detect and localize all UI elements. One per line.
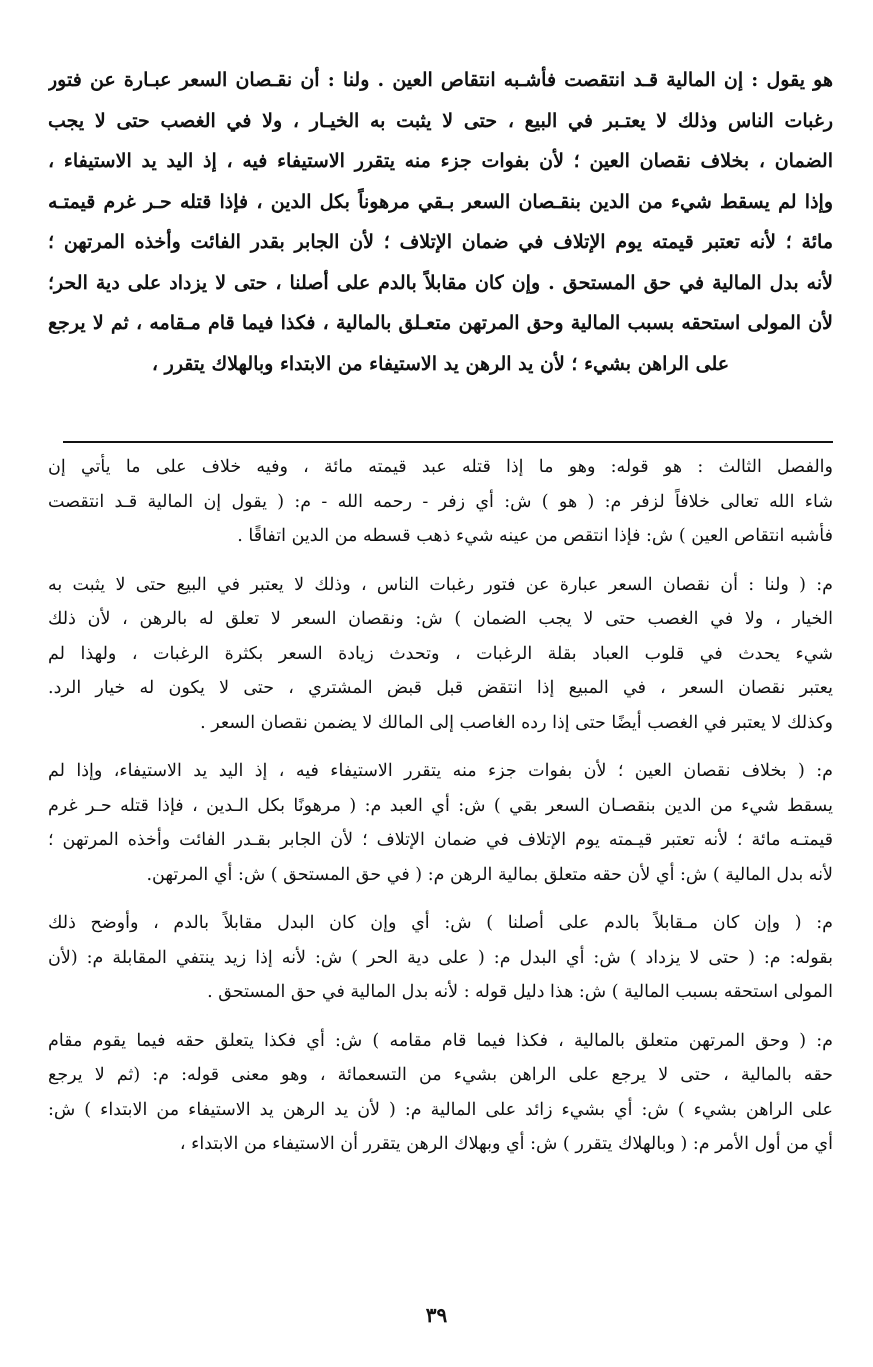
commentary-line: فأشبه انتقاص العين ) ش: فإذا انتقص من عينه شيء ذهب قسطه من الدين اتفاقًا . (237, 526, 833, 546)
main-text-line: على الراهن بشيء ؛ لأن يد الرهن يد الاستيفاء من الابتداء وبالهلاك يتقرر ، (151, 352, 730, 375)
commentary-paragraph (48, 754, 833, 892)
main-text-line: لأن المولى استحقه بسبب المالية وحق المرتهن متعـلق بالمالية ، فكذا فيما قام مـقامه ، ثم لا يرجع (48, 312, 833, 334)
page (48, 60, 833, 1154)
commentary-line: لأنه بدل المالية ) ش: أي لأن حقه متعلق بمالية الرهن م: ( في حق المستحق ) ش: أي المرتهن. (146, 864, 833, 885)
commentary-line: أي من أول الأمر م: ( وبالهلاك يتقرر ) ش: أي وبهلاك الرهن يتقرر أن الاستيفاء من الابتداء ، (179, 1134, 833, 1154)
main-text-line: رغبات الناس وذلك لا يعتـبر في البيع ، حتى لا يثبت به الخيـار ، ولا في الغصب حتى لا يجب (48, 109, 833, 132)
main-text (48, 60, 833, 384)
main-text-line: مائة ؛ لأنه تعتبر قيمته يوم الإتلاف في ضمان الإتلاف ؛ لأن الجابر بقدر الفائت وأخذه المرتهن ؛ (48, 231, 833, 253)
main-text-line: الضمان ، بخلاف نقصان العين ؛ لأن بفوات جزء منه يتقرر الاستيفاء فيه ، إذ اليد يد الاستيفاء ، (48, 150, 833, 172)
commentary-line: يسقط شيء من الدين بنقصـان السعر بقي ) ش: أي العبد م: ( مرهونًا بكل الـدين ، فإذا قتله حـر غرم (48, 795, 833, 816)
commentary-line: الخيار ، ولا في الغصب حتى لا يجب الضمان ) ش: ونقصان السعر لا تعلق له بالرهن ، لأن ذلك (48, 609, 833, 629)
commentary-line: بقوله: م: ( حتى لا يزداد ) ش: أي البدل م: ( على دية الحر ) ش: لأنه إذا زيد ينتفي المقابلة م: (لأن (48, 947, 833, 968)
main-text-line: لأنه بدل المالية في حق المستحق . وإن كان مقابلاً بالدم على أصلنا ، حتى لا يزداد على دية الحر؛ (48, 271, 833, 294)
commentary-line: المولى استحقه بسبب المالية ) ش: هذا دليل قوله : لأنه بدل المالية في حق المستحق . (207, 982, 833, 1002)
commentary (48, 450, 833, 1176)
commentary-line: يعتبر نقصان السعر ، في المبيع إذا انتقض قبل قبض المشتري ، حتى لا يكون له خيار الرد. (48, 678, 833, 698)
commentary-line: والفصل الثالث : هو قوله: وهو ما إذا قتله عبد قيمته مائة ، وفيه خلاف على ما يأتي إن (48, 457, 833, 477)
page-number: ٣٩ (425, 1303, 448, 1327)
footnote-divider (63, 441, 833, 443)
commentary-line: م: ( وإن كان مـقابلاً بالدم على أصلنا ) ش: أي وإن كان البدل مقابلاً بالدم ، وأوضح ذلك (48, 913, 833, 933)
commentary-line: وكذلك لا يعتبر في الغصب أيضًا حتى إذا رده الغاصب إلى المالك لا يضمن نقصان السعر . (200, 712, 833, 733)
commentary-line: م: ( وحق المرتهن متعلق بالمالية ، فكذا فيما قام مقامه ) ش: أي فكذا يتعلق حقه فيما يقوم مقام (48, 1030, 833, 1051)
main-text-line: وإذا لم يسقط شيء من الدين بنقـصان السعر بـقي مرهوناً بكل الدين ، فإذا قتله حـر غرم قيمتـه (48, 190, 833, 213)
commentary-line: شاء الله تعالى خلافاً لزفر م: ( هو ) ش: أي زفر - رحمه الله - م: ( يقول إن المالية قـد انتقصت (48, 491, 833, 512)
commentary-paragraph (48, 906, 833, 1010)
commentary-line: م: ( ولنا : أن نقصان السعر عبارة عن فتور رغبات الناس ، وذلك لا يعتبر في البيع حتى لا يثبت به (48, 574, 833, 595)
main-text-line: هو يقول : إن المالية قـد انتقصت فأشـبه انتقاص العين . ولنا : أن نقـصان السعر عبـارة عن فتور (48, 69, 833, 91)
commentary-paragraph (48, 450, 833, 554)
commentary-paragraph (48, 1024, 833, 1162)
commentary-line: حقه بالمالية ، حتى لا يرجع على الراهن بشيء من التسعمائة ، وهو معنى قوله: م: (ثم لا يرجع (48, 1065, 833, 1085)
commentary-paragraph (48, 568, 833, 741)
commentary-line: م: ( بخلاف نقصان العين ؛ لأن بفوات جزء منه يتقرر الاستيفاء فيه ، إذ اليد يد الاستيفاء، وإذا لم (48, 761, 833, 781)
commentary-line: على الراهن بشيء ) ش: أي بشيء زائد على المالية م: ( لأن يد الرهن يد الاستيفاء من الابتداء ) ش: (48, 1099, 833, 1120)
commentary-line: قيمتـه مائة ؛ لأنه تعتبر قيـمته يوم الإتلاف في ضمان الإتلاف ؛ لأن الجابر بقـدر الفائت وأخذه المرتهن ؛ (48, 830, 833, 850)
commentary-line: شيء يحدث في قلوب العباد بقلة الرغبات ، وتحدث زيادة السعر بكثرة الرغبات ، ولهذا لم (48, 643, 833, 664)
